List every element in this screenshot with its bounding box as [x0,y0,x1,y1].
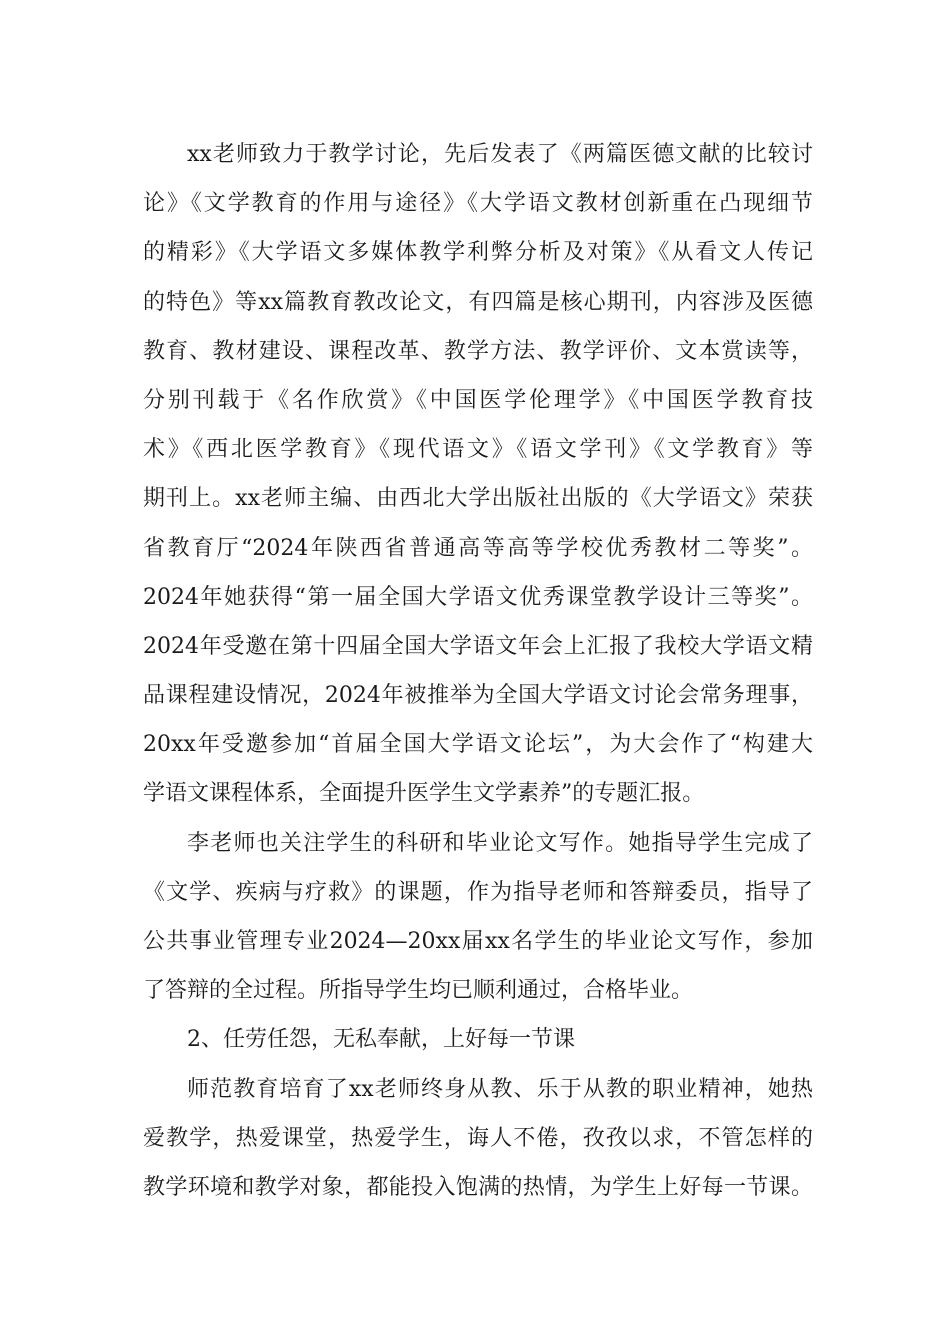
document-text-line: 的特色》等xx篇教育教改论文，有四篇是核心期刊，内容涉及医德 [143,289,813,315]
document-text-line: 了答辩的全过程。所指导学生均已顺利通过，合格毕业。 [143,978,694,1004]
document-text-line: 爱教学，热爱课堂，热爱学生，诲人不倦，孜孜以求，不管怎样的 [143,1125,813,1151]
document-text-line: 李老师也关注学生的科研和毕业论文写作。她指导学生完成了 [187,830,813,856]
document-text-line: 期刊上。xx老师主编、由西北大学出版社出版的《大学语文》荣获 [143,486,813,512]
document-text-line: 公共事业管理专业2024—20xx届xx名学生的毕业论文写作，参加 [143,929,813,954]
document-text-line: 2024年她获得“第一届全国大学语文优秀课堂教学设计三等奖”。 [143,584,813,610]
document-text-line: 术》《西北医学教育》《现代语文》《语文学刊》《文学教育》等 [143,437,813,463]
document-text-line: 20xx年受邀参加“首届全国大学语文论坛”，为大会作了“构建大 [143,732,813,758]
document-text-line: 省教育厅“2024年陕西省普通高等高等学校优秀教材二等奖”。 [143,535,813,561]
document-text-line: 论》《文学教育的作用与途径》《大学语文教材创新重在凸现细节 [143,191,813,217]
document-text-line: xx老师致力于教学讨论，先后发表了《两篇医德文献的比较讨 [187,142,813,167]
document-text-line: 学语文课程体系，全面提升医学生文学素养”的专题汇报。 [143,781,705,807]
document-text-line: 的精彩》《大学语文多媒体教学利弊分析及对策》《从看文人传记 [143,240,813,266]
document-text-line: 师范教育培育了xx老师终身从教、乐于从教的职业精神，她热 [187,1076,813,1102]
document-body [143,130,813,1212]
document-text-line: 教育、教材建设、课程改革、教学方法、教学评价、文本赏读等， [143,338,813,364]
document-text-line: 分别刊载于《名作欣赏》《中国医学伦理学》《中国医学教育技 [143,387,813,413]
document-text-line: 品课程建设情况，2024年被推举为全国大学语文讨论会常务理事， [143,683,813,709]
document-text-line: 教学环境和教学对象，都能投入饱满的热情，为学生上好每一节课。 [143,1174,813,1200]
document-text-line: 《文学、疾病与疗救》的课题，作为指导老师和答辩委员，指导了 [143,879,813,905]
document-text-line: 2、任劳任怨，无私奉献，上好每一节课 [187,1027,575,1053]
document-text-line: 2024年受邀在第十四届全国大学语文年会上汇报了我校大学语文精 [143,633,813,659]
